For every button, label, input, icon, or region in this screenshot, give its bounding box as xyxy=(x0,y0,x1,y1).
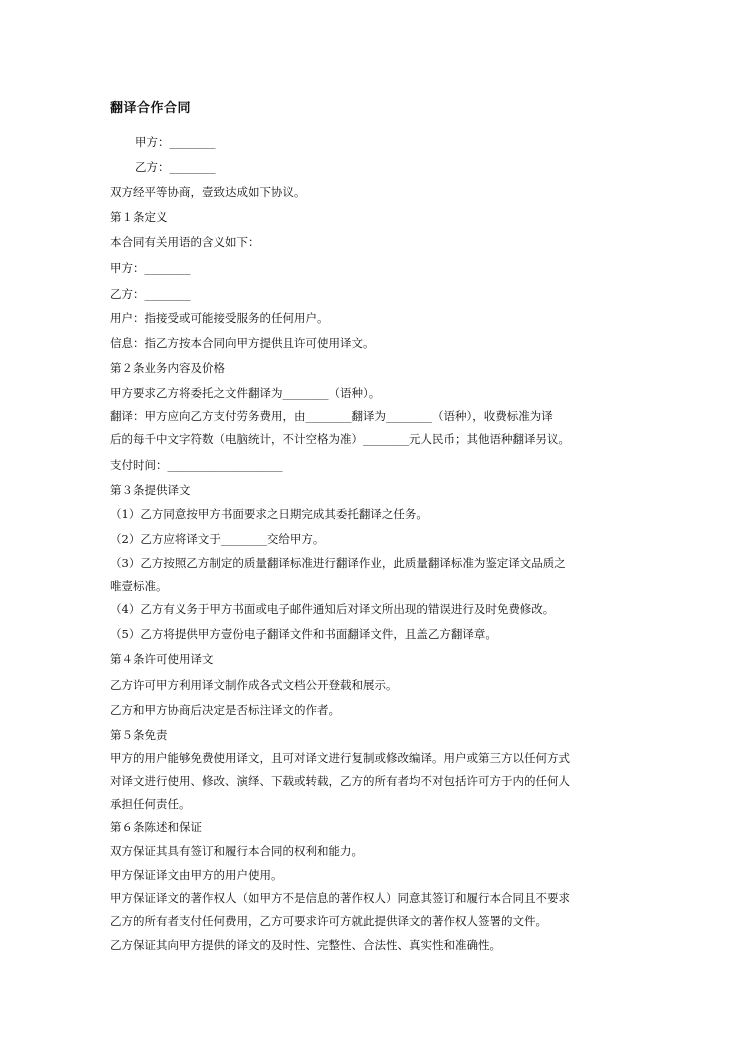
article-6-item-2: 甲方保证译文由甲方的用户使用。 xyxy=(110,868,283,882)
article-2-fee-line-2: 后的每千中文字符数（电脑统计，不计空格为准）________元人民币；其他语种翻译另议。 xyxy=(110,432,570,446)
article-3-item-3 xyxy=(110,552,640,598)
article-3-item-5: （5）乙方将提供甲方壹份电子翻译文件和书面翻译文件，且盖乙方翻译章。 xyxy=(110,627,497,641)
article-3-title: 第３条提供译文 xyxy=(110,483,191,497)
article-5-paragraph xyxy=(110,747,640,816)
article-6-item-4: 乙方保证其向甲方提供的译文的及时性、完整性、合法性、真实性和准确性。 xyxy=(110,938,501,952)
article-1-user-definition: 用户：指接受或可能接受服务的任何用户。 xyxy=(110,311,329,325)
article-6-item-3-line-2: 乙方的所有者支付任何费用，乙方可要求许可方就此提供译文的著作权人签署的文件。 xyxy=(110,914,547,928)
article-5-line-1: 甲方的用户能够免费使用译文，且可对译文进行复制或修改编译。用户或第三方以任何方式 xyxy=(110,751,570,765)
article-2-fee-line-1: 翻译：甲方应向乙方支付劳务费用，由________翻译为________（语种），收费标准为译 xyxy=(110,409,553,423)
article-5-title: 第５条免责 xyxy=(110,728,168,742)
article-6-item-1: 双方保证其具有签订和履行本合同的权利和能力。 xyxy=(110,844,363,858)
document-title: 翻译合作合同 xyxy=(110,101,192,116)
article-3-item-3-line-1: （3）乙方按照乙方制定的质量翻译标准进行翻译作业，此质量翻译标准为鉴定译文品质之 xyxy=(110,556,566,570)
article-2-title: 第２条业务内容及价格 xyxy=(110,361,225,375)
article-3-item-1: （1）乙方同意按甲方书面要求之日期完成其委托翻译之任务。 xyxy=(110,507,428,521)
article-3-item-2: （2）乙方应将译文于________交给甲方。 xyxy=(110,532,325,546)
article-1-intro: 本合同有关用语的含义如下： xyxy=(110,235,260,249)
party-a-line: 甲方：________ xyxy=(135,135,216,149)
party-b-line: 乙方：________ xyxy=(135,160,216,174)
article-4-title: 第４条许可使用译文 xyxy=(110,652,214,666)
article-1-party-b: 乙方：________ xyxy=(110,287,191,301)
preamble: 双方经平等协商，壹致达成如下协议。 xyxy=(110,185,306,199)
article-1-party-a: 甲方：________ xyxy=(110,261,191,275)
article-1-info-definition: 信息：指乙方按本合同向甲方提供且许可使用译文。 xyxy=(110,336,375,350)
article-4-item-1: 乙方许可甲方利用译文制作成各式文档公开登载和展示。 xyxy=(110,678,398,692)
article-5-line-3: 承担任何责任。 xyxy=(110,797,191,811)
article-1-title: 第１条定义 xyxy=(110,210,168,224)
article-2-fee-paragraph xyxy=(110,405,640,451)
article-6-item-3 xyxy=(110,887,640,933)
article-2-payment-time: 支付时间：____________________ xyxy=(110,458,283,472)
article-4-item-2: 乙方和甲方协商后决定是否标注译文的作者。 xyxy=(110,703,340,717)
article-6-title: 第６条陈述和保证 xyxy=(110,820,202,834)
article-3-item-4: （4）乙方有义务于甲方书面或电子邮件通知后对译文所出现的错误进行及时免费修改。 xyxy=(110,602,555,616)
article-3-item-3-line-2: 唯壹标准。 xyxy=(110,579,168,593)
article-2-request: 甲方要求乙方将委托之文件翻译为________（语种）。 xyxy=(110,386,381,400)
article-6-item-3-line-1: 甲方保证译文的著作权人（如甲方不是信息的著作权人）同意其签订和履行本合同且不要求 xyxy=(110,891,570,905)
article-5-line-2: 对译文进行使用、修改、演绎、下载或转载，乙方的所有者均不对包括许可方于内的任何人 xyxy=(110,774,570,788)
